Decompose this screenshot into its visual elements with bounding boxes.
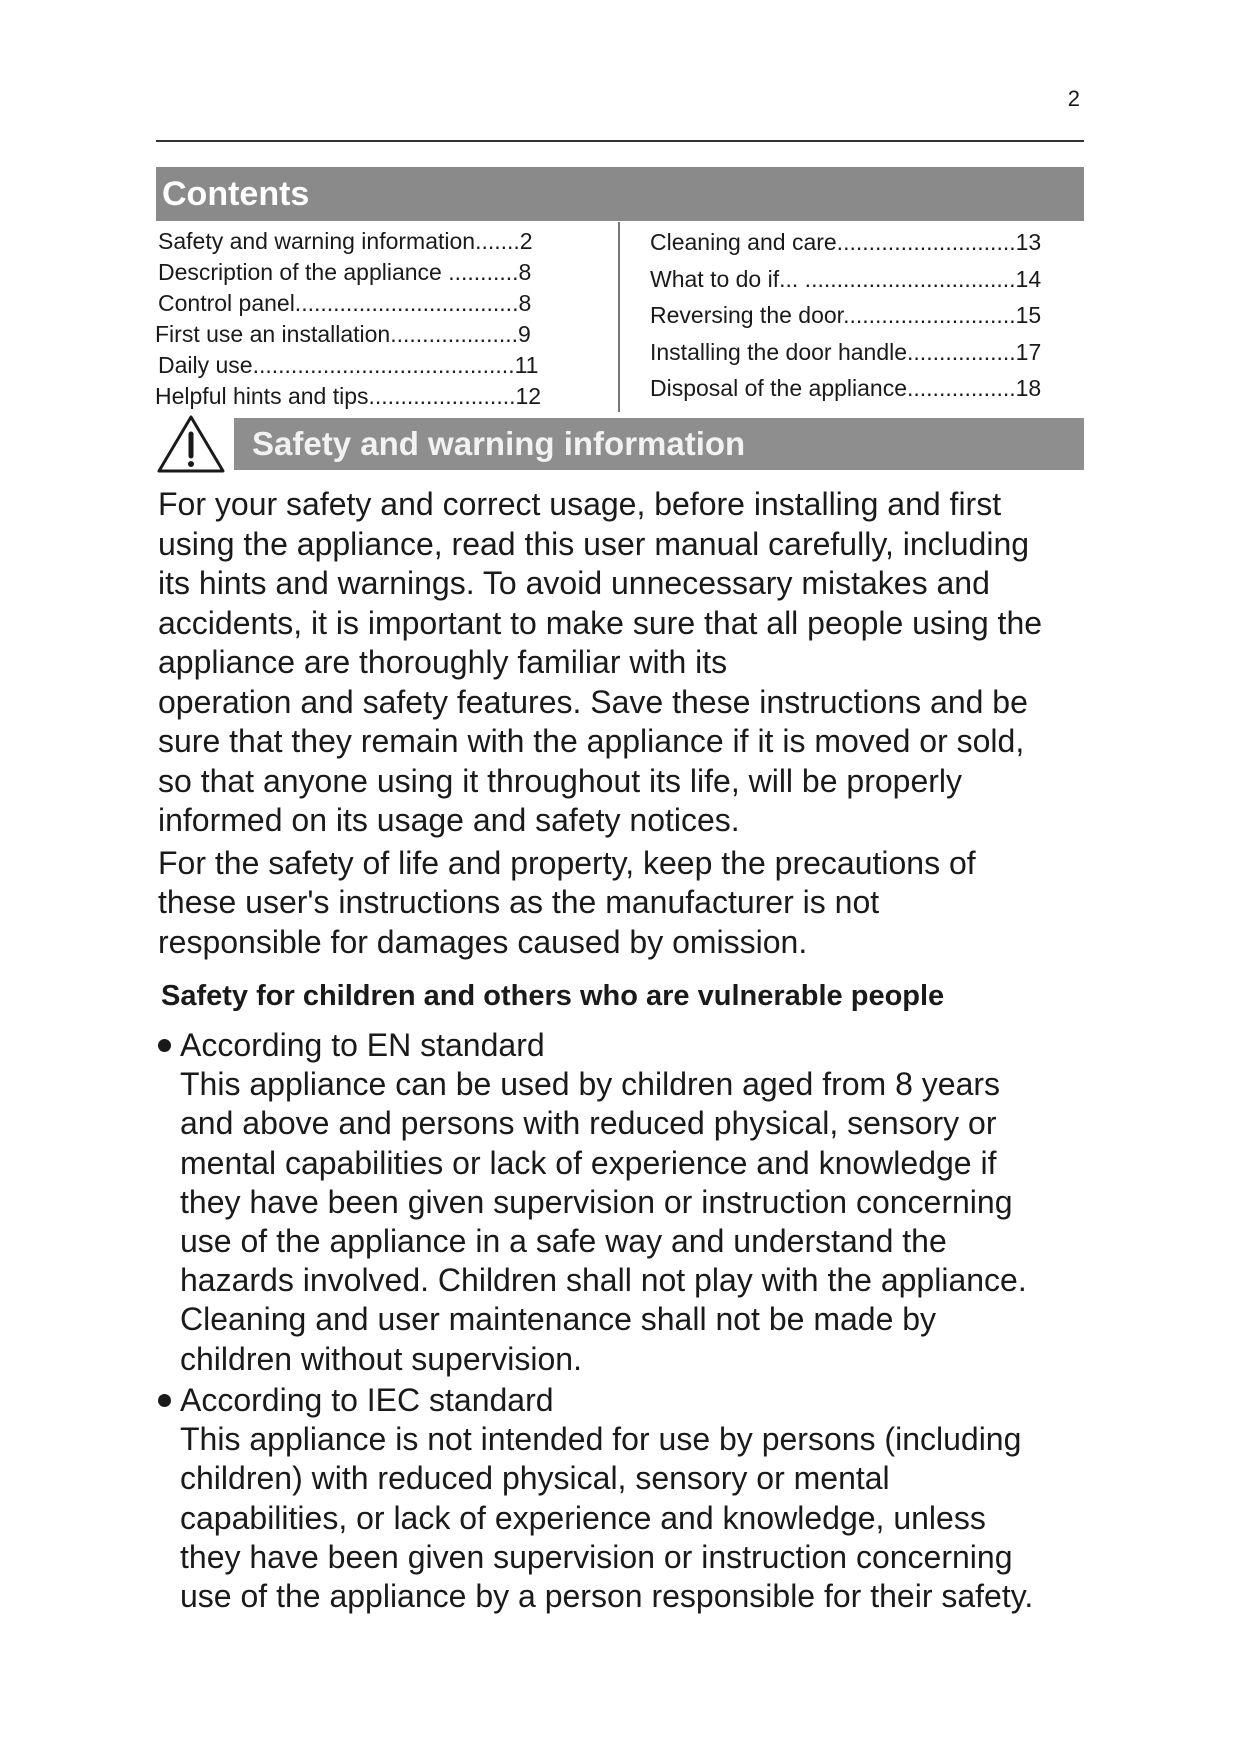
text-line: use of the appliance in a safe way and understand the xyxy=(180,1223,947,1260)
toc-left-column xyxy=(155,226,578,412)
text-line: Cleaning and user maintenance shall not be made by xyxy=(180,1301,937,1338)
text-line: using the appliance, read this user manual carefully, including xyxy=(158,525,1030,562)
text-line: and above and persons with reduced physical, sensory or xyxy=(180,1105,997,1142)
text-line: so that anyone using it throughout its life, will be properly xyxy=(158,762,963,799)
text-line: responsible for damages caused by omission. xyxy=(158,923,808,960)
text-line: For the safety of life and property, keep the precautions of xyxy=(158,844,976,881)
toc-entry-first-use[interactable]: First use an installation....................9 xyxy=(155,321,531,347)
text-line: For your safety and correct usage, before installing and first xyxy=(158,486,1002,522)
text-line: they have been given supervision or instruction concerning xyxy=(180,1538,1013,1575)
text-line: capabilities, or lack of experience and knowledge, unless xyxy=(180,1499,986,1536)
section-title: Safety and warning information xyxy=(252,425,746,462)
toc-entry-hints[interactable]: Helpful hints and tips.......................12 xyxy=(155,383,542,409)
text-line: This appliance is not intended for use by persons (including xyxy=(180,1421,1022,1458)
bullet-body xyxy=(156,1065,1086,1379)
text-line: they have been given supervision or instruction concerning xyxy=(180,1183,1013,1220)
bullet-heading xyxy=(156,1381,1086,1420)
text-line: sure that they remain with the appliance if it is moved or sold, xyxy=(158,723,1025,759)
toc-entry-door-handle[interactable]: Installing the door handle.................17 xyxy=(650,338,1042,365)
warning-triangle-icon xyxy=(156,414,226,474)
text-line: its hints and warnings. To avoid unnecessary mistakes and xyxy=(158,565,990,601)
text-line: This appliance can be used by children aged from 8 years xyxy=(180,1066,1001,1103)
text-line: these user's instructions as the manufacturer is not xyxy=(158,884,880,920)
intro-text xyxy=(158,485,1088,962)
page-number: 2 xyxy=(1067,86,1080,111)
toc-entry-daily-use[interactable]: Daily use.........................................11 xyxy=(158,352,539,378)
text-line: accidents, it is important to make sure that all people using the xyxy=(158,604,1043,641)
text-line: operation and safety features. Save these instructions and be xyxy=(158,683,1028,720)
bullet-dot-icon xyxy=(158,1039,171,1052)
toc-divider xyxy=(618,222,620,412)
bullet-paragraph xyxy=(180,1065,1086,1379)
text-line: informed on its usage and safety notices. xyxy=(158,802,740,838)
bullet-iec-standard xyxy=(156,1381,1086,1616)
bullet-heading xyxy=(156,1026,1086,1065)
header-rule xyxy=(156,140,1084,142)
contents-header xyxy=(156,167,1084,221)
toc-entry-description[interactable]: Description of the appliance ...........8 xyxy=(158,259,532,285)
toc-entry-what-to-do[interactable]: What to do if... .................................14 xyxy=(650,265,1042,292)
contents-title: Contents xyxy=(162,175,310,213)
toc-entry-cleaning[interactable]: Cleaning and care............................13 xyxy=(650,229,1042,255)
toc-entry-control-panel[interactable]: Control panel...................................8 xyxy=(158,290,532,316)
toc-entry-safety[interactable]: Safety and warning information.......2 xyxy=(158,228,533,254)
text-line: mental capabilities or lack of experience and knowledge if xyxy=(180,1144,997,1181)
toc-entry-reversing-door[interactable]: Reversing the door...........................15 xyxy=(650,302,1042,328)
toc-entry-disposal[interactable]: Disposal of the appliance.................18 xyxy=(650,375,1042,401)
children-safety-subheading: Safety for children and others who are vulnerable people xyxy=(161,980,945,1012)
text-line: children) with reduced physical, sensory or mental xyxy=(180,1460,890,1497)
intro-paragraph xyxy=(158,485,1088,841)
text-line: use of the appliance by a person responsible for their safety. xyxy=(180,1578,1034,1615)
bullet-body xyxy=(156,1420,1086,1616)
bullet-heading-text: According to IEC standard xyxy=(180,1382,554,1418)
text-line: hazards involved. Children shall not play with the appliance. xyxy=(180,1262,1027,1299)
bullet-en-standard xyxy=(156,1026,1086,1379)
text-line: children without supervision. xyxy=(180,1340,582,1377)
section-header xyxy=(234,418,1084,470)
liability-paragraph xyxy=(158,844,1088,963)
text-line: appliance are thoroughly familiar with its xyxy=(158,644,728,680)
bullet-heading-text: According to EN standard xyxy=(180,1027,545,1063)
toc-right-column xyxy=(650,224,1080,407)
bullet-dot-icon xyxy=(158,1394,171,1407)
bullet-paragraph xyxy=(180,1420,1086,1616)
